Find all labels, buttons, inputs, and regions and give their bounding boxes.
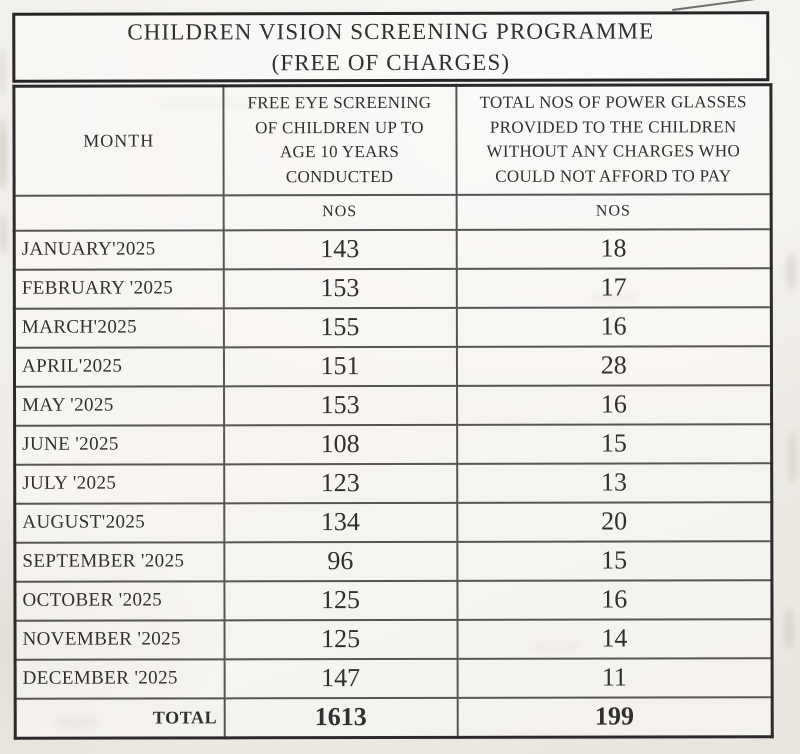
header-line: COULD NOT AFFORD TO PAY — [495, 166, 732, 186]
header-line: PROVIDED TO THE CHILDREN — [489, 116, 737, 137]
screened-count-cell: 125 — [224, 580, 457, 619]
month-cell: JUNE '2025 — [15, 425, 224, 464]
glasses-column-header — [456, 85, 771, 195]
header-row — [14, 85, 771, 196]
glasses-count-cell: 16 — [456, 307, 771, 347]
bleed-through-smudge — [0, 48, 5, 96]
header-line: WITHOUT ANY CHARGES WHO — [486, 141, 741, 162]
glasses-count-cell: 15 — [457, 424, 772, 464]
bleed-through-smudge — [788, 430, 797, 484]
report-title-line1: CHILDREN VISION SCREENING PROGRAMME — [127, 18, 655, 45]
month-cell: OCTOBER '2025 — [15, 581, 224, 620]
table-header — [14, 85, 771, 231]
glasses-count-cell: 17 — [456, 268, 771, 308]
screened-count-cell: 96 — [224, 541, 457, 580]
table-row — [14, 346, 771, 387]
glasses-unit-cell: NOS — [456, 194, 771, 230]
table-row — [14, 229, 771, 270]
glasses-count-cell: 15 — [457, 541, 772, 581]
total-row — [15, 697, 772, 739]
total-label-cell: TOTAL — [15, 698, 224, 738]
month-cell: MARCH'2025 — [14, 308, 223, 347]
month-cell: JANUARY'2025 — [14, 230, 223, 269]
bleed-through-smudge — [0, 214, 7, 254]
screened-count-cell: 155 — [223, 307, 456, 346]
month-cell: DECEMBER '2025 — [15, 659, 224, 698]
report-title-line2: (FREE OF CHARGES) — [271, 49, 511, 75]
unit-blank-cell — [14, 195, 223, 230]
report-table-block — [12, 11, 771, 740]
month-cell: JULY '2025 — [15, 464, 224, 503]
table-row — [15, 502, 772, 543]
header-line: TOTAL NOS OF POWER GLASSES — [479, 92, 747, 112]
screening-column-header — [223, 85, 456, 195]
glasses-count-cell: 16 — [457, 580, 772, 620]
table-row — [15, 619, 772, 660]
bleed-through-smudge — [784, 608, 794, 650]
header-line: FREE EYE SCREENING — [247, 92, 432, 113]
scan-crease-mark — [672, 0, 758, 11]
screened-count-cell: 108 — [224, 424, 457, 463]
month-cell: FEBRUARY '2025 — [14, 269, 223, 308]
month-cell: AUGUST'2025 — [15, 503, 224, 542]
unit-row — [14, 194, 771, 231]
glasses-count-cell: 28 — [456, 346, 771, 386]
table-row — [14, 268, 771, 309]
table-row — [14, 307, 771, 348]
table-row — [15, 658, 772, 699]
header-line: CONDUCTED — [285, 166, 394, 187]
table-row — [15, 463, 772, 504]
month-cell: APRIL'2025 — [14, 347, 223, 386]
total-glasses-cell: 199 — [457, 697, 772, 738]
total-screened-cell: 1613 — [224, 697, 457, 737]
screened-count-cell: 134 — [224, 502, 457, 541]
month-rows — [14, 229, 772, 699]
header-line: OF CHILDREN UP TO — [255, 117, 424, 137]
glasses-count-cell: 14 — [457, 619, 772, 659]
month-cell: SEPTEMBER '2025 — [15, 542, 224, 581]
screened-count-cell: 151 — [223, 346, 456, 385]
screened-count-cell: 153 — [223, 268, 456, 307]
month-column-header: MONTH — [14, 86, 223, 195]
glasses-count-cell: 11 — [457, 658, 772, 698]
glasses-count-cell: 13 — [457, 463, 772, 503]
screened-count-cell: 125 — [224, 619, 457, 658]
table-row — [15, 424, 772, 465]
screened-count-cell: 123 — [224, 463, 457, 502]
screening-table — [12, 83, 773, 740]
report-title-box — [12, 11, 769, 83]
bleed-through-smudge — [0, 118, 7, 190]
table-row — [15, 541, 772, 582]
table-row — [15, 385, 772, 426]
screened-count-cell: 153 — [224, 385, 457, 424]
table-row — [15, 580, 772, 621]
bleed-through-smudge — [786, 254, 796, 290]
glasses-count-cell: 18 — [456, 229, 771, 269]
header-line: AGE 10 YEARS — [279, 142, 400, 162]
month-cell: NOVEMBER '2025 — [15, 620, 224, 659]
screened-count-cell: 147 — [224, 658, 457, 697]
month-cell: MAY '2025 — [15, 386, 224, 425]
screened-count-cell: 143 — [223, 229, 456, 268]
screening-unit-cell: NOS — [223, 194, 456, 229]
total-row-group — [15, 697, 772, 739]
glasses-count-cell: 16 — [457, 385, 772, 425]
glasses-count-cell: 20 — [457, 502, 772, 542]
